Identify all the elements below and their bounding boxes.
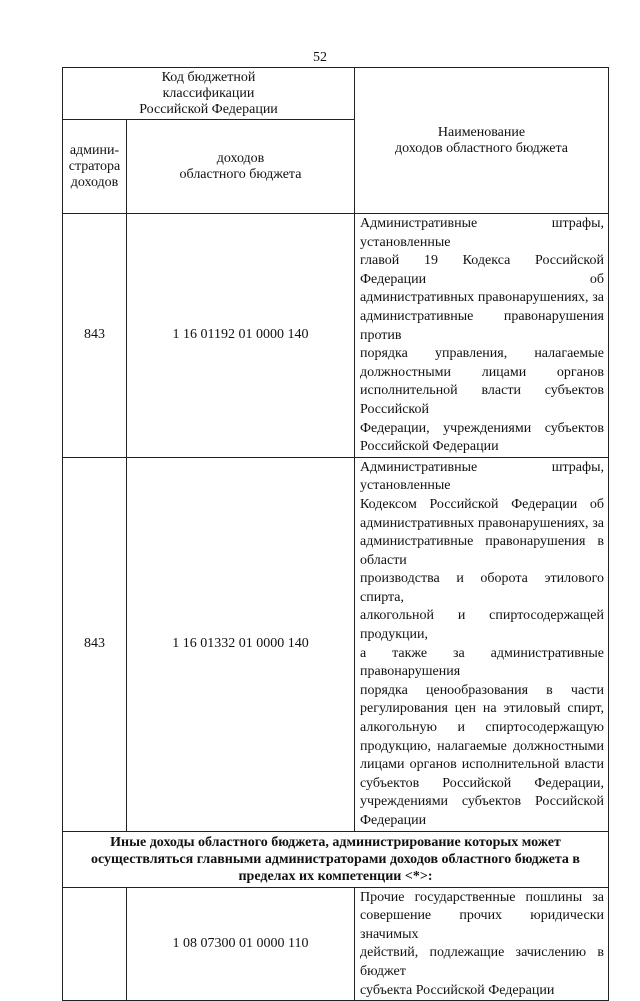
desc-line: совершение прочих юридически значимых	[360, 908, 604, 942]
income-name-cell	[355, 457, 609, 831]
group-header-line: Код бюджетной	[161, 69, 256, 85]
name-header-cell	[355, 68, 609, 214]
admin-header-cell	[63, 120, 127, 214]
table-row	[63, 457, 609, 831]
desc-line: Федерации	[360, 813, 427, 828]
desc-line: субъектов Российской Федерации,	[360, 775, 604, 791]
desc-line: производства и оборота этилового спирта,	[360, 571, 604, 605]
income-code-cell: 1 08 07300 01 0000 110	[127, 887, 355, 1001]
desc-line: а также за административные правонарушения	[360, 645, 604, 680]
income-name-cell	[355, 887, 609, 1001]
desc-line: административные правонарушения в области	[360, 534, 604, 568]
income-header-cell	[127, 120, 355, 214]
income-code-cell: 1 16 01192 01 0000 140	[127, 214, 355, 458]
table-row	[63, 887, 609, 1001]
desc-line: административные правонарушения против	[360, 308, 604, 343]
section-heading-cell	[63, 831, 609, 887]
table-row	[63, 214, 609, 458]
section-heading-line: Иные доходы областного бюджета, администрирование которых может	[110, 834, 561, 850]
section-heading-line: осуществляться главными администраторами доходов областного бюджета в	[91, 851, 580, 867]
desc-line: административных правонарушениях, за	[360, 515, 604, 531]
name-header-line: Наименование	[437, 124, 526, 140]
desc-line: исполнительной власти субъектов Российской	[360, 383, 604, 417]
desc-line: Федерации, учреждениями субъектов	[360, 420, 604, 436]
desc-line: Прочие государственные пошлины за	[360, 889, 604, 905]
desc-line: учреждениями субъектов Российской	[360, 794, 604, 810]
group-header-line: классификации	[162, 85, 255, 101]
admin-header-line: админи-	[69, 142, 120, 158]
section-heading-row	[63, 831, 609, 887]
page-number: 52	[313, 50, 327, 65]
desc-line: алкогольной и спиртосодержащей продукции,	[360, 608, 604, 643]
desc-line: Административные штрафы, установленные	[360, 459, 604, 494]
desc-line: алкогольную и спиртосодержащую	[360, 720, 604, 736]
desc-line: порядка управления, налагаемые	[360, 346, 604, 362]
section-heading-line: пределах их компетенции <*>:	[238, 868, 433, 884]
desc-line: порядка ценообразования в части	[360, 682, 604, 698]
desc-line: лицами органов исполнительной власти	[360, 757, 604, 773]
income-header-line: доходов	[216, 150, 265, 166]
desc-line: регулирования цен на этиловый спирт,	[360, 701, 604, 717]
desc-line: Российской Федерации	[360, 439, 499, 455]
desc-line: главой 19 Кодекса Российской Федерации об	[360, 253, 604, 287]
admin-header-line: стратора	[68, 158, 121, 174]
desc-line: должностными лицами органов	[360, 364, 604, 380]
income-header-line: областного бюджета	[179, 166, 302, 182]
desc-line: Кодексом Российской Федерации об	[360, 496, 604, 512]
budget-classification-table	[62, 67, 609, 1001]
desc-line: Административные штрафы, установленные	[360, 216, 604, 250]
name-header-line: доходов областного бюджета	[395, 140, 568, 156]
admin-code-cell: 843	[63, 457, 127, 831]
group-header-cell	[63, 68, 355, 120]
admin-header-line: доходов	[70, 174, 119, 190]
desc-line: продукцию, налагаемые должностными	[360, 738, 604, 754]
desc-line: административных правонарушениях, за	[360, 290, 604, 306]
admin-code-cell	[63, 887, 127, 1001]
income-code-cell: 1 16 01332 01 0000 140	[127, 457, 355, 831]
desc-line: действий, подлежащие зачислению в бюджет	[360, 945, 604, 979]
income-name-cell	[355, 214, 609, 458]
desc-line: субъекта Российской Федерации	[360, 982, 555, 998]
admin-code-cell: 843	[63, 214, 127, 458]
group-header-line: Российской Федерации	[139, 101, 278, 117]
header-row-top	[63, 68, 609, 120]
